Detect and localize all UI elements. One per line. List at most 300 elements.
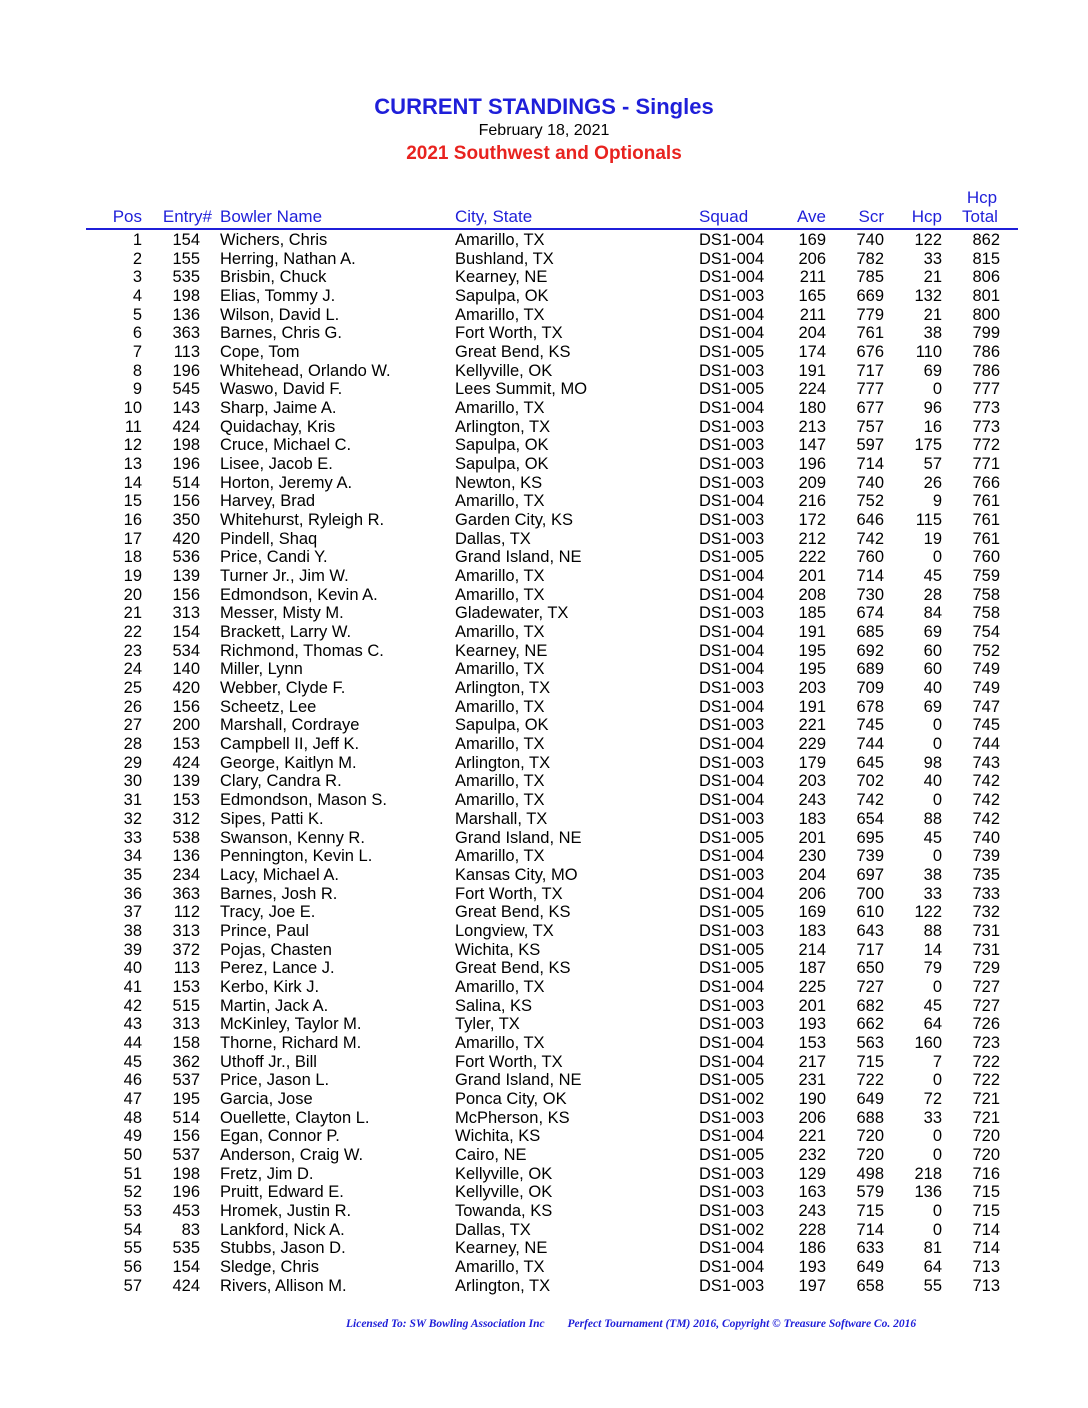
cell-pos: 12 [123, 436, 142, 455]
cell-pos: 40 [123, 959, 142, 978]
cell-hcp-total: 754 [972, 623, 1000, 642]
cell-pos: 6 [132, 324, 142, 343]
cell-scr: 689 [856, 660, 884, 679]
cell-hcp: 64 [923, 1015, 942, 1034]
cell-hcp-total: 800 [972, 305, 1000, 324]
cell-bowler-name: Brisbin, Chuck [220, 268, 327, 287]
table-row [0, 866, 1088, 885]
cell-scr: 744 [856, 735, 884, 754]
cell-pos: 5 [132, 305, 142, 324]
cell-hcp: 0 [932, 735, 942, 754]
cell-city-state: Amarillo, TX [455, 735, 545, 754]
cell-city-state: Grand Island, NE [455, 548, 582, 567]
cell-pos: 21 [123, 604, 142, 623]
cell-hcp: 45 [923, 996, 942, 1015]
cell-bowler-name: Horton, Jeremy A. [220, 473, 353, 492]
table-row [0, 1277, 1088, 1296]
cell-hcp: 19 [923, 529, 942, 548]
cell-bowler-name: Sharp, Jaime A. [220, 399, 337, 418]
cell-squad: DS1-005 [699, 903, 765, 922]
cell-squad: DS1-003 [699, 1201, 765, 1220]
cell-pos: 55 [123, 1239, 142, 1258]
cell-ave: 209 [798, 473, 826, 492]
cell-entry: 362 [172, 1052, 200, 1071]
cell-hcp: 64 [923, 1257, 942, 1276]
cell-ave: 221 [798, 1127, 826, 1146]
cell-bowler-name: McKinley, Taylor M. [220, 1015, 362, 1034]
cell-hcp: 96 [923, 399, 942, 418]
cell-pos: 26 [123, 697, 142, 716]
table-row [0, 362, 1088, 381]
table-row [0, 1221, 1088, 1240]
cell-bowler-name: Cope, Tom [220, 343, 300, 362]
cell-pos: 56 [123, 1257, 142, 1276]
cell-ave: 229 [798, 735, 826, 754]
cell-squad: DS1-004 [699, 977, 765, 996]
cell-hcp: 0 [932, 716, 942, 735]
cell-pos: 17 [123, 529, 142, 548]
cell-pos: 34 [123, 847, 142, 866]
table-row [0, 492, 1088, 511]
cell-entry: 363 [172, 324, 200, 343]
cell-hcp: 33 [923, 1108, 942, 1127]
cell-entry: 156 [172, 697, 200, 716]
cell-pos: 23 [123, 641, 142, 660]
cell-scr: 740 [856, 231, 884, 249]
cell-squad: DS1-004 [699, 660, 765, 679]
cell-scr: 717 [856, 361, 884, 380]
table-row [0, 567, 1088, 586]
cell-entry: 537 [172, 1071, 200, 1090]
cell-ave: 211 [799, 305, 826, 324]
cell-ave: 190 [798, 1089, 826, 1108]
col-scr-header: Scr [858, 207, 884, 226]
cell-entry: 363 [172, 884, 200, 903]
cell-entry: 156 [172, 1127, 200, 1146]
cell-squad: DS1-004 [699, 231, 765, 249]
cell-hcp-total: 749 [972, 679, 1000, 698]
cell-bowler-name: Price, Candi Y. [220, 548, 328, 567]
cell-hcp: 21 [923, 305, 942, 324]
cell-scr: 685 [856, 623, 884, 642]
cell-entry: 424 [172, 417, 200, 436]
cell-pos: 3 [132, 268, 142, 287]
cell-squad: DS1-004 [699, 492, 765, 511]
cell-scr: 777 [856, 380, 884, 399]
cell-scr: 692 [856, 641, 884, 660]
cell-entry: 196 [172, 1183, 200, 1202]
cell-hcp-total: 727 [972, 977, 1000, 996]
table-row [0, 474, 1088, 493]
cell-squad: DS1-003 [699, 1108, 765, 1127]
cell-ave: 197 [798, 1276, 826, 1295]
cell-bowler-name: Waswo, David F. [220, 380, 343, 399]
table-row [0, 679, 1088, 698]
cell-hcp-total: 742 [972, 809, 1000, 828]
cell-squad: DS1-002 [699, 1089, 765, 1108]
cell-bowler-name: Prince, Paul [220, 921, 309, 940]
cell-squad: DS1-003 [699, 473, 765, 492]
cell-entry: 313 [172, 1015, 200, 1034]
cell-entry: 514 [172, 473, 200, 492]
cell-hcp-total: 749 [972, 660, 1000, 679]
cell-hcp-total: 758 [972, 604, 1000, 623]
cell-squad: DS1-005 [699, 380, 765, 399]
cell-squad: DS1-004 [699, 585, 765, 604]
cell-scr: 702 [856, 772, 884, 791]
cell-entry: 538 [172, 828, 200, 847]
cell-hcp: 26 [923, 473, 942, 492]
cell-ave: 174 [798, 343, 826, 362]
table-row [0, 660, 1088, 679]
table-row [0, 1015, 1088, 1034]
cell-entry: 156 [172, 492, 200, 511]
cell-hcp-total: 799 [972, 324, 1000, 343]
table-row [0, 1034, 1088, 1053]
cell-bowler-name: Martin, Jack A. [220, 996, 329, 1015]
cell-ave: 193 [798, 1257, 826, 1276]
table-row [0, 642, 1088, 661]
cell-entry: 514 [172, 1108, 200, 1127]
cell-city-state: Sapulpa, OK [455, 436, 549, 455]
cell-entry: 153 [172, 977, 200, 996]
cell-hcp: 0 [932, 380, 942, 399]
cell-hcp-total: 760 [972, 548, 1000, 567]
cell-hcp-total: 721 [972, 1108, 1000, 1127]
cell-scr: 717 [856, 940, 884, 959]
cell-hcp-total: 727 [972, 996, 1000, 1015]
cell-squad: DS1-003 [699, 529, 765, 548]
cell-entry: 200 [172, 716, 200, 735]
cell-entry: 198 [172, 287, 200, 306]
cell-bowler-name: Lankford, Nick A. [220, 1220, 345, 1239]
cell-bowler-name: Campbell II, Jeff K. [220, 735, 360, 754]
cell-entry: 195 [172, 1089, 200, 1108]
cell-bowler-name: Marshall, Cordraye [220, 716, 360, 735]
table-row [0, 810, 1088, 829]
table-row [0, 548, 1088, 567]
cell-ave: 224 [798, 380, 826, 399]
cell-hcp-total: 720 [972, 1127, 1000, 1146]
cell-hcp: 84 [923, 604, 942, 623]
cell-scr: 714 [856, 455, 884, 474]
cell-entry: 350 [172, 511, 200, 530]
cell-bowler-name: Pojas, Chasten [220, 940, 332, 959]
cell-pos: 29 [123, 753, 142, 772]
cell-hcp: 0 [932, 847, 942, 866]
cell-squad: DS1-003 [699, 1015, 765, 1034]
table-row [0, 1183, 1088, 1202]
table-row [0, 997, 1088, 1016]
cell-city-state: Amarillo, TX [455, 492, 545, 511]
table-row [0, 903, 1088, 922]
cell-entry: 313 [172, 604, 200, 623]
cell-scr: 745 [856, 716, 884, 735]
cell-entry: 534 [172, 641, 200, 660]
cell-city-state: Dallas, TX [455, 1220, 531, 1239]
cell-ave: 211 [799, 268, 826, 287]
cell-hcp: 0 [932, 548, 942, 567]
cell-squad: DS1-004 [699, 847, 765, 866]
cell-bowler-name: Sipes, Patti K. [220, 809, 324, 828]
cell-entry: 153 [172, 791, 200, 810]
cell-hcp: 69 [923, 697, 942, 716]
cell-pos: 36 [123, 884, 142, 903]
cell-hcp-total: 722 [972, 1071, 1000, 1090]
cell-squad: DS1-004 [699, 1239, 765, 1258]
cell-hcp-total: 806 [972, 268, 1000, 287]
cell-ave: 185 [798, 604, 826, 623]
table-row [0, 1127, 1088, 1146]
cell-hcp-total: 729 [972, 959, 1000, 978]
cell-squad: DS1-004 [699, 791, 765, 810]
cell-hcp: 98 [923, 753, 942, 772]
cell-squad: DS1-005 [699, 1145, 765, 1164]
cell-ave: 222 [798, 548, 826, 567]
cell-bowler-name: Herring, Nathan A. [220, 249, 356, 268]
event-name: 2021 Southwest and Optionals [406, 143, 682, 164]
cell-bowler-name: George, Kaitlyn M. [220, 753, 357, 772]
cell-hcp: 122 [914, 903, 942, 922]
cell-pos: 57 [123, 1276, 142, 1295]
cell-city-state: Towanda, KS [455, 1201, 553, 1220]
cell-entry: 143 [172, 399, 200, 418]
cell-hcp-total: 801 [972, 287, 1000, 306]
cell-pos: 16 [123, 511, 142, 530]
cell-entry: 372 [172, 940, 200, 959]
cell-bowler-name: Fretz, Jim D. [220, 1164, 314, 1183]
cell-pos: 30 [123, 772, 142, 791]
cell-pos: 4 [132, 287, 142, 306]
cell-bowler-name: Clary, Candra R. [220, 772, 342, 791]
cell-hcp: 57 [923, 455, 942, 474]
cell-pos: 48 [123, 1108, 142, 1127]
cell-city-state: Gladewater, TX [455, 604, 569, 623]
cell-pos: 50 [123, 1145, 142, 1164]
cell-pos: 47 [123, 1089, 142, 1108]
cell-ave: 201 [798, 996, 826, 1015]
cell-scr: 677 [856, 399, 884, 418]
cell-entry: 420 [172, 529, 200, 548]
cell-squad: DS1-004 [699, 772, 765, 791]
table-row [0, 1202, 1088, 1221]
col-hcp-header: Hcp [911, 207, 942, 226]
cell-pos: 14 [123, 473, 142, 492]
cell-entry: 545 [172, 380, 200, 399]
cell-scr: 676 [856, 343, 884, 362]
cell-squad: DS1-003 [699, 679, 765, 698]
cell-ave: 212 [798, 529, 826, 548]
table-row [0, 772, 1088, 791]
cell-ave: 186 [798, 1239, 826, 1258]
cell-hcp-total: 761 [972, 529, 1000, 548]
cell-ave: 231 [798, 1071, 826, 1090]
cell-city-state: Salina, KS [455, 996, 533, 1015]
cell-hcp-total: 731 [972, 940, 1000, 959]
table-row [0, 306, 1088, 325]
cell-entry: 198 [172, 1164, 200, 1183]
standings-table [0, 231, 1088, 1295]
cell-city-state: Amarillo, TX [455, 791, 545, 810]
cell-ave: 243 [798, 1201, 826, 1220]
cell-pos: 9 [132, 380, 142, 399]
cell-city-state: Grand Island, NE [455, 1071, 582, 1090]
cell-squad: DS1-004 [699, 268, 765, 287]
cell-scr: 650 [856, 959, 884, 978]
cell-pos: 35 [123, 865, 142, 884]
cell-hcp: 136 [914, 1183, 942, 1202]
cell-entry: 154 [172, 231, 200, 249]
cell-entry: 154 [172, 1257, 200, 1276]
cell-pos: 27 [123, 716, 142, 735]
cell-ave: 191 [798, 697, 826, 716]
cell-scr: 643 [856, 921, 884, 940]
cell-city-state: Arlington, TX [455, 753, 551, 772]
cell-scr: 649 [856, 1257, 884, 1276]
cell-hcp-total: 773 [972, 417, 1000, 436]
cell-scr: 714 [856, 567, 884, 586]
cell-city-state: Amarillo, TX [455, 697, 545, 716]
cell-city-state: Marshall, TX [455, 809, 548, 828]
cell-city-state: Wichita, KS [455, 940, 541, 959]
cell-city-state: Sapulpa, OK [455, 287, 549, 306]
cell-entry: 420 [172, 679, 200, 698]
cell-pos: 15 [123, 492, 142, 511]
table-row [0, 231, 1088, 250]
cell-hcp-total: 743 [972, 753, 1000, 772]
cell-hcp: 38 [923, 324, 942, 343]
cell-pos: 49 [123, 1127, 142, 1146]
cell-ave: 228 [798, 1220, 826, 1239]
cell-hcp-total: 723 [972, 1033, 1000, 1052]
cell-entry: 154 [172, 623, 200, 642]
cell-entry: 313 [172, 921, 200, 940]
cell-hcp-total: 761 [972, 511, 1000, 530]
cell-hcp: 69 [923, 623, 942, 642]
cell-city-state: Amarillo, TX [455, 847, 545, 866]
table-row [0, 324, 1088, 343]
cell-city-state: Kellyville, OK [455, 1183, 553, 1202]
cell-entry: 139 [172, 772, 200, 791]
cell-hcp: 40 [923, 772, 942, 791]
cell-city-state: Amarillo, TX [455, 399, 545, 418]
cell-entry: 234 [172, 865, 200, 884]
cell-city-state: Wichita, KS [455, 1127, 541, 1146]
cell-pos: 11 [124, 417, 142, 436]
cell-scr: 563 [856, 1033, 884, 1052]
cell-bowler-name: Egan, Connor P. [220, 1127, 340, 1146]
cell-hcp: 79 [923, 959, 942, 978]
cell-scr: 579 [856, 1183, 884, 1202]
cell-city-state: Sapulpa, OK [455, 455, 549, 474]
cell-hcp: 69 [923, 361, 942, 380]
table-row [0, 847, 1088, 866]
cell-squad: DS1-004 [699, 305, 765, 324]
cell-bowler-name: Webber, Clyde F. [220, 679, 346, 698]
cell-city-state: Fort Worth, TX [455, 1052, 563, 1071]
cell-bowler-name: Thorne, Richard M. [220, 1033, 362, 1052]
cell-hcp-total: 722 [972, 1052, 1000, 1071]
cell-hcp: 60 [923, 641, 942, 660]
cell-hcp-total: 726 [972, 1015, 1000, 1034]
cell-ave: 208 [798, 585, 826, 604]
table-row [0, 586, 1088, 605]
cell-ave: 206 [798, 1108, 826, 1127]
cell-city-state: Amarillo, TX [455, 772, 545, 791]
cell-hcp-total: 716 [972, 1164, 1000, 1183]
table-row [0, 1109, 1088, 1128]
cell-entry: 535 [172, 1239, 200, 1258]
cell-hcp: 0 [932, 1220, 942, 1239]
cell-hcp: 88 [923, 921, 942, 940]
cell-hcp: 81 [923, 1239, 942, 1258]
cell-entry: 136 [172, 305, 200, 324]
cell-hcp: 218 [914, 1164, 942, 1183]
cell-city-state: Garden City, KS [455, 511, 573, 530]
cell-scr: 688 [856, 1108, 884, 1127]
cell-entry: 83 [181, 1220, 200, 1239]
cell-hcp: 38 [923, 865, 942, 884]
cell-squad: DS1-002 [699, 1220, 765, 1239]
table-row [0, 530, 1088, 549]
cell-city-state: Great Bend, KS [455, 343, 571, 362]
cell-bowler-name: Sledge, Chris [220, 1257, 320, 1276]
cell-squad: DS1-003 [699, 455, 765, 474]
cell-hcp: 115 [915, 511, 942, 530]
cell-hcp: 0 [932, 1145, 942, 1164]
cell-scr: 678 [856, 697, 884, 716]
cell-entry: 424 [172, 753, 200, 772]
cell-hcp-total: 786 [972, 343, 1000, 362]
cell-pos: 22 [123, 623, 142, 642]
cell-entry: 453 [172, 1201, 200, 1220]
cell-hcp: 14 [923, 940, 942, 959]
cell-ave: 225 [798, 977, 826, 996]
cell-scr: 709 [856, 679, 884, 698]
report-date: February 18, 2021 [478, 122, 610, 139]
cell-squad: DS1-003 [699, 1276, 765, 1295]
table-row [0, 735, 1088, 754]
cell-entry: 158 [172, 1033, 200, 1052]
cell-pos: 33 [123, 828, 142, 847]
cell-bowler-name: Harvey, Brad [220, 492, 316, 511]
table-row [0, 829, 1088, 848]
cell-city-state: Amarillo, TX [455, 585, 545, 604]
cell-squad: DS1-004 [699, 884, 765, 903]
table-row [0, 1053, 1088, 1072]
cell-bowler-name: Barnes, Josh R. [220, 884, 338, 903]
cell-hcp-total: 732 [972, 903, 1000, 922]
cell-scr: 727 [856, 977, 884, 996]
cell-hcp-total: 740 [972, 828, 1000, 847]
cell-scr: 662 [856, 1015, 884, 1034]
cell-squad: DS1-004 [699, 1127, 765, 1146]
cell-hcp-total: 744 [972, 735, 1000, 754]
cell-city-state: Amarillo, TX [455, 1257, 545, 1276]
cell-squad: DS1-005 [699, 940, 765, 959]
cell-hcp: 33 [923, 249, 942, 268]
cell-entry: 198 [172, 436, 200, 455]
cell-pos: 32 [123, 809, 142, 828]
cell-hcp-total: 766 [972, 473, 1000, 492]
table-row [0, 250, 1088, 269]
cell-entry: 196 [172, 455, 200, 474]
table-row [0, 436, 1088, 455]
cell-squad: DS1-004 [699, 399, 765, 418]
cell-scr: 785 [856, 268, 884, 287]
cell-entry: 196 [172, 361, 200, 380]
cell-entry: 153 [172, 735, 200, 754]
